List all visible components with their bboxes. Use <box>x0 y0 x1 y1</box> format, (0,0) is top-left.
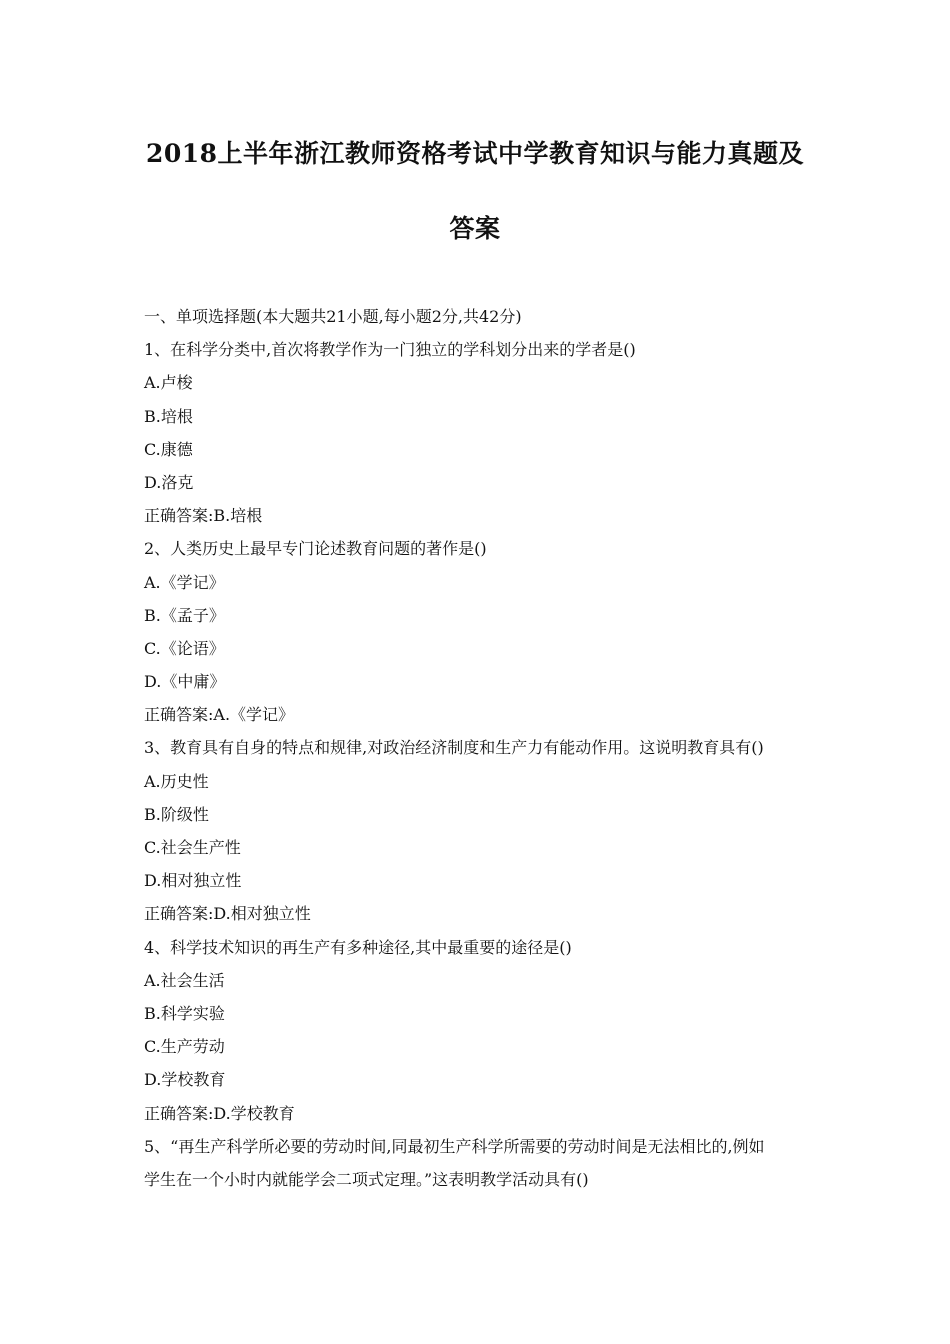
option-d: D.洛克 <box>144 472 194 492</box>
question-stem-line-2: 学生在一个小时内就能学会二项式定理。”这表明教学活动具有() <box>144 1169 589 1189</box>
option-d: D.学校教育 <box>144 1070 226 1090</box>
document-title-line-1: 2018上半年浙江教师资格考试中学教育知识与能力真题及 <box>145 139 805 168</box>
option-b: B.阶级性 <box>144 804 209 824</box>
document-title-line-2: 答案 <box>449 214 501 243</box>
correct-answer: 正确答案:B.培根 <box>144 506 263 526</box>
question-stem: 2、人类历史上最早专门论述教育问题的著作是() <box>144 539 487 559</box>
option-b: B.科学实验 <box>144 1003 225 1023</box>
question-4 <box>144 931 824 1130</box>
option-a: A.《学记》 <box>144 572 225 592</box>
question-1 <box>144 333 824 532</box>
option-a: A.历史性 <box>144 771 209 791</box>
correct-answer: 正确答案:D.相对独立性 <box>144 904 311 924</box>
question-5 <box>144 1130 824 1196</box>
document-body <box>144 300 824 1196</box>
question-stem: 4、科学技术知识的再生产有多种途径,其中最重要的途径是() <box>144 937 572 957</box>
option-a: A.卢梭 <box>144 373 193 393</box>
option-a: A.社会生活 <box>144 970 225 990</box>
correct-answer: 正确答案:A.《学记》 <box>144 705 295 725</box>
option-d: D.《中庸》 <box>144 672 226 692</box>
question-2 <box>144 532 824 731</box>
section-heading: 一、单项选择题(本大题共21小题,每小题2分,共42分) <box>144 307 522 326</box>
option-c: C.康德 <box>144 439 193 459</box>
option-b: B.培根 <box>144 406 193 426</box>
option-c: C.生产劳动 <box>144 1037 225 1057</box>
option-c: C.《论语》 <box>144 638 225 658</box>
option-c: C.社会生产性 <box>144 838 241 857</box>
question-stem: 3、教育具有自身的特点和规律,对政治经济制度和生产力有能动作用。这说明教育具有() <box>144 738 764 758</box>
option-d: D.相对独立性 <box>144 871 242 891</box>
question-stem: 1、在科学分类中,首次将教学作为一门独立的学科划分出来的学者是() <box>144 340 636 360</box>
question-3 <box>144 731 824 930</box>
question-stem-line-1: 5、“再生产科学所必要的劳动时间,同最初生产科学所需要的劳动时间是无法相比的,例如 <box>144 1136 765 1156</box>
correct-answer: 正确答案:D.学校教育 <box>144 1103 295 1123</box>
option-b: B.《孟子》 <box>144 605 225 625</box>
